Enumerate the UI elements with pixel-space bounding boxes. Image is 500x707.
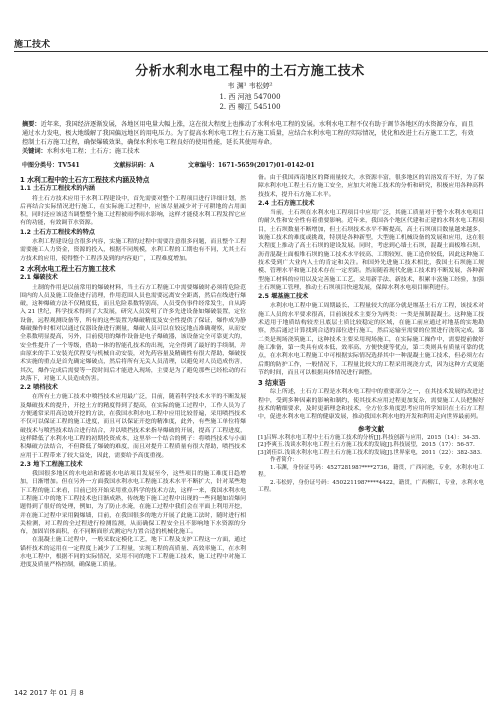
paragraph: 将土石方技术应用于水利工程建设中，首先需要对整个工程项目进行详细计划，然后再结合实际情况进行施工，在实际施工过程中，应该尽量减少对于可耕地的占用面积，同时还应该适当调整整个施工过程被雨季雨水影响，这样才能使水利工程发挥它应有的功能，有效调节水资源。 (20, 195, 246, 227)
header-rule (14, 51, 488, 52)
author-info-item: 1.韦渊，身份证号码：452728198?****2736，籍贯，广西河池，专业，水利水电工程。 (258, 464, 484, 479)
article-number: 文章编号：1671-5659(2017)01-0142-01 (188, 162, 315, 169)
keywords-label: 关键词： (22, 148, 47, 155)
heading-1-1: 1.1 土石方工程技术的内涵 (20, 185, 95, 193)
reference-item: [2]李爽玉.浅谈水利水电工程土石方施工技术的发展[J].科技展望，2015（17）：56-57. (258, 442, 475, 449)
left-column (20, 174, 246, 570)
section-header: 施工技术 (14, 40, 51, 50)
paragraph: 水利水电工程中施工周期最长、工程量较大的部分就是堰基土石方工程，该技术对施工人员的水平要求很高，目前该技术主要分为两类：一类是预制混凝土。这种施工技术适用于地质结构较差且底层土质比较稳定的区域，在施工前应通过对地基的实地勘察，然后通过计算找到合适的部位进行施工，然后运输至需要的位置进行浇筑完成。第二类是现场浇筑施工，这种技术主要采用现场施工，在实际施工操作中，需要提前做好施工准备，第一类具有成本低、效率高、方便快捷等优点，第二类则具有质量可靠的优点，在水利水电工程施工中可根据实际情况选择其中一种混凝土施工技术，但必须左右后期的防护工作，一般情况下，工程量比较大的工程采用现浇方式，因为这种方式更能节约时间，而且可以根据具体情况进行调整。 (258, 303, 484, 376)
paragraph: 我国很多地区的水电站和蓄能水电站项目发展至今，这些项目的施工难度日趋增加，日渐增加。但在另外一方面我国水利水电工程施工技术水平不断扩大，针对某些地下工程的施工来看，目前已经开始采用重点科学的技术方法，这样一来，我国水利水电工程施工中的地下工程技术也日渐成熟，传统地下施工过程中出现的一些问题如岩爆问题得到了很好的处理，例如，为了防止水淹，在施工过程中我们会在平面上利用开挖，并在施工过程中采用隔爆墙，目前，在我国很多的地方开展了此施工法时，随时进行相关检测，对工程的全过程进行检测监测，从而确保工程安全且不影响地下水资源的分布，加固岩体面积，在不同断面形式测定内力置合适的机械化施工。 (20, 471, 246, 536)
paragraph: 在所有土方施工技术中喷挡技术应用最广泛，目前，随着科学技术水平的不断发展及爆破技术的提升，开挖土方的精度得到了提高，在实际的施工过程中，工作人员为了方便通常采用高边坡开挖的方法，在我国水利水电工程中应用比较普遍，采用喷挡技术不仅可以保证工程的施工进度，而且可以保证开挖的精准度，此外，有些施工单位将爆破技术与喷挡技术结合进行结合，并以喷挡技术来指导爆破的开展，提高了工程进度，这样降低了水利水电工程的初期投资成本，这里举一个结合的例子：将喷挡技术与小面积爆破方法结合，不但降低了爆破的难度，而且对提升工程质量有很大帮助，喷挡技术应用于工程带来了较大益处，因此，需要给予高度重视。 (20, 394, 246, 459)
reference-item: [1]吕辉.水利水电工程中土石方施工技术的分析[J].科技创新与应用，2015（14）：34-35. (258, 434, 481, 441)
paragraph: 水利工程建设包含很多内容，实施工程的过程中需要注意很多问题，而且整个工程需要施工人力资金，资源的投入，根据不同规模，水利工程的工期也有不同，尤其土石方技术的应用，使得整个工程涉及到的内容更广，工程难度增加。 (20, 239, 246, 262)
affiliation-1: 1. 西 河池 547000 (219, 93, 281, 101)
paragraph: 土制的作用是以前常用的爆破材料，当土石方工程施工中需要爆破时必须将危险范围内的人员及施工设备进行清理，作用范围人员也需要远离安全距离，然后在线进行爆破，这种爆破方法不仅精度低，而且危险系数特别高，人员受伤事件经常发生，自从跨入 21 世纪，科学技术得到了大发展，研究人员发明了许多先进设备如爆破装置，定位设备，远程观测设备等，所有的这些装置为爆破精度及安全性提供了保证，爆作成为静爆破操作时相对以通过仪器设备进行测量，爆破人员可以在较远地点准确观察，从而安全系数明显提高，另外，目前使用的爆作设备是电子爆破器，该设备完全可靠更大的，安全性提升了一个等级，借助一体的智能孔技术的出现，完全得到了最好的手续制，并由原来的手工安装光伏程变与机械自动安装，对先药容量及精确性有很大帮助，爆破技术实施的重点是首先确定爆破点，然后将所有无关人员清理，以避免对人员造成伤害，其次，爆作完成后需要等一段时间后才能进入现场，主要是为了避免那些已经松动的石块落下，对施工人员造成伤害。 (20, 284, 246, 382)
clc-number: 中图分类号：TV541 (22, 162, 80, 169)
heading-2: 2 水利水电工程土石方施工技术 (20, 264, 116, 273)
authors: 韦 渊¹ 韦松婷² (227, 82, 273, 90)
heading-2-2: 2.2 喷档技术 (20, 384, 58, 392)
abstract-label: 摘要： (22, 121, 41, 128)
heading-3: 3 结束语 (258, 379, 286, 388)
page-footer: 142 2017 年 01 月 8 (14, 689, 84, 697)
author-info-title: 作者简介： (270, 457, 298, 464)
meta-line (22, 160, 315, 169)
author-info-item: 2.韦松婷，身份证号码：450221198?****4422，籍贯，广西柳江，专业，水利水电工程。 (258, 479, 484, 494)
affiliation-2: 2. 西 柳江 545100 (219, 103, 281, 111)
heading-2-1: 2.1 爆破技术 (20, 274, 58, 282)
abstract-text: 近年来，我国经济逐渐发展，各地区用电量大幅上涨，这在很大程度上也推动了水利水电工程的发展。水利水电工程不仅有助于调节各地区的水资源分布，而且通过水力发电，极大地缓解了我国偏远地区的用电压力。为了提高水利水电工程土石方施工质量，应结合水利水电工程的实际情况，优化和改进土石方施工工艺，有效控制土石方施工过程，确保爆破效果，确保水利水电工程良好的使用性能，延长其使用寿命。 (22, 121, 474, 146)
doc-code: 文献标识码：A (113, 162, 155, 169)
reference-item: [3]刘佳臣.浅谈水利水电工程土石方施工技术的发展[J].世界家电，2011（22）：382-383. (258, 449, 482, 456)
heading-1: 1 水利工程中的土石方工程技术内涵及特点 (20, 176, 150, 184)
paragraph: 综上所述，土石方工程是水利水电工程中的重要部分之一，在其技术发展的改进过程中，受到多种因素的影响和制约，使其技术应用过程更加复杂，需要施工人员把握好技术的精细要求，及时更新理念和技术，全方位多角度思考应用所学知识在土石方工程中，促进水利水电工程的健康发展，推动我国水利水电的开发和利用走向世界最前列。 (258, 389, 484, 421)
paragraph: 当前，土石坝在水利水电工程项目中应用广泛，其施工质量对于整个水利水电项目的耐久性和安全性有着重要影响。近年来，我国各个地区代建和正建的水利水电工程项目，土石坝数量不断增加，但土石坝技术水平不断提高，高土石坝项目数量越来越多，该施工技术的难度或挑战，特别是各种新型，大型施工机械设备的发展和应用，这在很大程度上推动了高土石坝的建设发展。同时，考虑到心墙土石坝，混凝土面板堆石坝、沥青混凝土面板堆石坝的施工技术水平较高、工期较短、施工造价较低，因此这种施工技术受到广大业内人士的肯定和关注。和国外先进施工技术相比，我国土石坝施工规模、管理水平和施工技术存在一定差距。然而随着现代化施工技术的不断发展，各种新型施工材料的应用以及完善施工工艺，采用新手法、新技术，积累丰富施工经验，加强土石坝施工管理，推动土石坝项目快速发展，保障水利水电项目顺利进行。 (258, 210, 484, 291)
right-column (258, 174, 484, 495)
references-title: 参考文献 (358, 424, 384, 433)
paragraph: 备。由于我国西南地区的降雨量较大，水资源丰富，很多地区的岩溶发育不好，为了保障水利水电工程土石方施工安全，应加大对施工技术的分析和研究，积极应用各种高科技技术，提升石方施工水平。 (258, 175, 484, 198)
paragraph: 在混凝土施工过程中，一般采取定模化工艺，地下工程及支护工程这一方面，通过锚杆技术的运用在一定程度上减少了工程量，实现工程的高质量、高效率施工，在水利水电工程中，根据不同的实际情况，采用不同的地下工程施工技术，施工过程中对施工进度及质量严格控制，确保施工质量。 (20, 537, 246, 569)
abstract (22, 120, 478, 156)
heading-2-5: 2.5 堰基施工技术 (258, 293, 309, 301)
article-title: 分析水利水电工程中的土石方施工技术 (135, 64, 365, 79)
heading-1-2: 1.2 土石方工程技术的特点 (20, 228, 95, 236)
keywords: 水利水电工程；土石方；施工技术 (46, 148, 140, 155)
heading-2-4: 2.4 土石方施工技术 (258, 199, 315, 207)
heading-2-3: 2.3 地下工程施工技术 (20, 460, 83, 468)
